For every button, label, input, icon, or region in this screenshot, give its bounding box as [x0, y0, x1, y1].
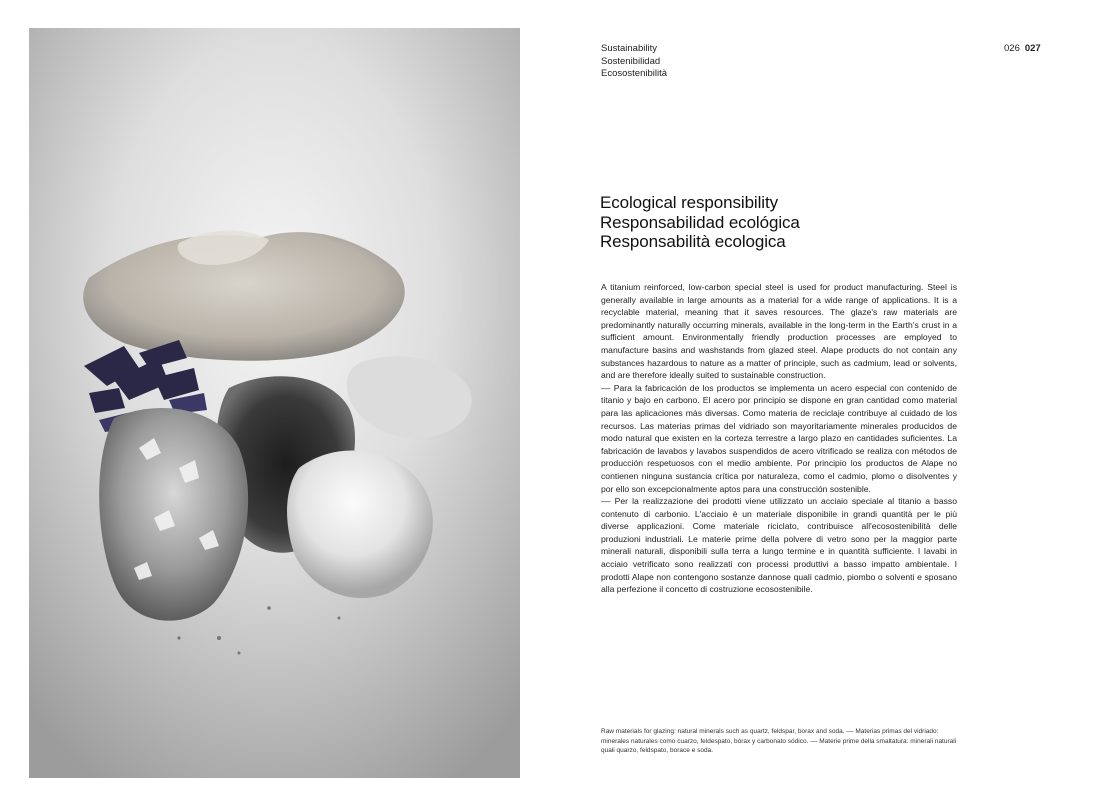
section-label-spanish: Sostenibilidad — [601, 55, 661, 67]
article-headline — [600, 193, 1020, 252]
section-labels — [601, 43, 667, 81]
article-body — [601, 281, 957, 596]
photo-caption: Raw materials for glazing: natural minerals such as quartz, feldspar, borax and soda. –– Materias primas del vidriado: minerales naturales como cuarzo, feldespato, bórax y carbonato sódico. –– Materie prime della smaltatura: minerali naturali quali quarzo, feldspato, borace e soda. — [601, 728, 957, 754]
page-number-right: 027 — [1024, 43, 1041, 54]
page-numbers — [1004, 43, 1041, 56]
section-label-english: Sustainability — [601, 43, 657, 54]
paragraph-italian: –– Per la realizzazione dei prodotti viene utilizzato un acciaio speciale al titanio a basso contenuto di carbonio. L'acciaio è un materiale disponibile in grandi quantità per le più diverse applicazioni. Come materiale riciclato, contribuisce all'ecosostenibilità delle produzioni industriali. Le materie prime della polvere di vetro sono per la maggior parte minerali naturali, disponibili sulla terra a lungo termine e in quantità sufficiente. I lavabi in acciaio vetrificato sono realizzati con processi produttivi a basso impatto ambientale. I prodotti Alape non contengono sostanze dannose quali cadmio, piombo o solventi e sposano alla perfezione il concetto di costruzione ecosostenibile. — [601, 496, 957, 595]
title-spanish: Responsabilidad ecológica — [600, 212, 800, 232]
paragraph-spanish: –– Para la fabricación de los productos se implementa un acero especial con contenido de titanio y bajo en carbono. El acero por principio se dispone en gran cantidad como material para las aplicaciones más diversas. Como materia de reciclaje contribuye al cuidado de los recursos. Las materias primas del vidriado son mayoritariamente minerales producidos de modo natural que existen en la corteza terrestre a largo plazo en cantidades suficientes. La fabricación de lavabos y lavabos suspendidos de acero vitrificado se realiza con métodos de producción respetuosos con el medio ambiente. Por principio los productos de Alape no contienen ninguna sustancia crítica por naturaleza, como el cadmio, plomo o disolventes y por ello son excepcionalmente aptos para una construcción sostenible. — [601, 382, 957, 494]
section-label-italian: Ecosostenibilità — [601, 68, 668, 79]
paragraph-english: A titanium reinforced, low-carbon special steel is used for product manufacturing. Steel is generally available in large amounts as a material for a wide range of applications. It is a recyclable material, meaning that it saves resources. The glaze's raw materials are predominantly naturally occurring minerals, available in the long-term in the Earth's crust in a sufficient amount. Environmentally friendly production processes are employed to manufacture basins and washstands from glazed steel. Alape products do not contain any substances hazardous to nature as a matter of principle, such as cadmium, lead or solvents, and are therefore ideally suited to sustainable construction. — [601, 282, 957, 381]
title-english: Ecological responsibility — [600, 193, 778, 212]
page-number-left: 026 — [1004, 43, 1020, 54]
title-italian: Responsabilità ecologica — [600, 232, 786, 251]
raw-materials-photo — [29, 28, 520, 778]
